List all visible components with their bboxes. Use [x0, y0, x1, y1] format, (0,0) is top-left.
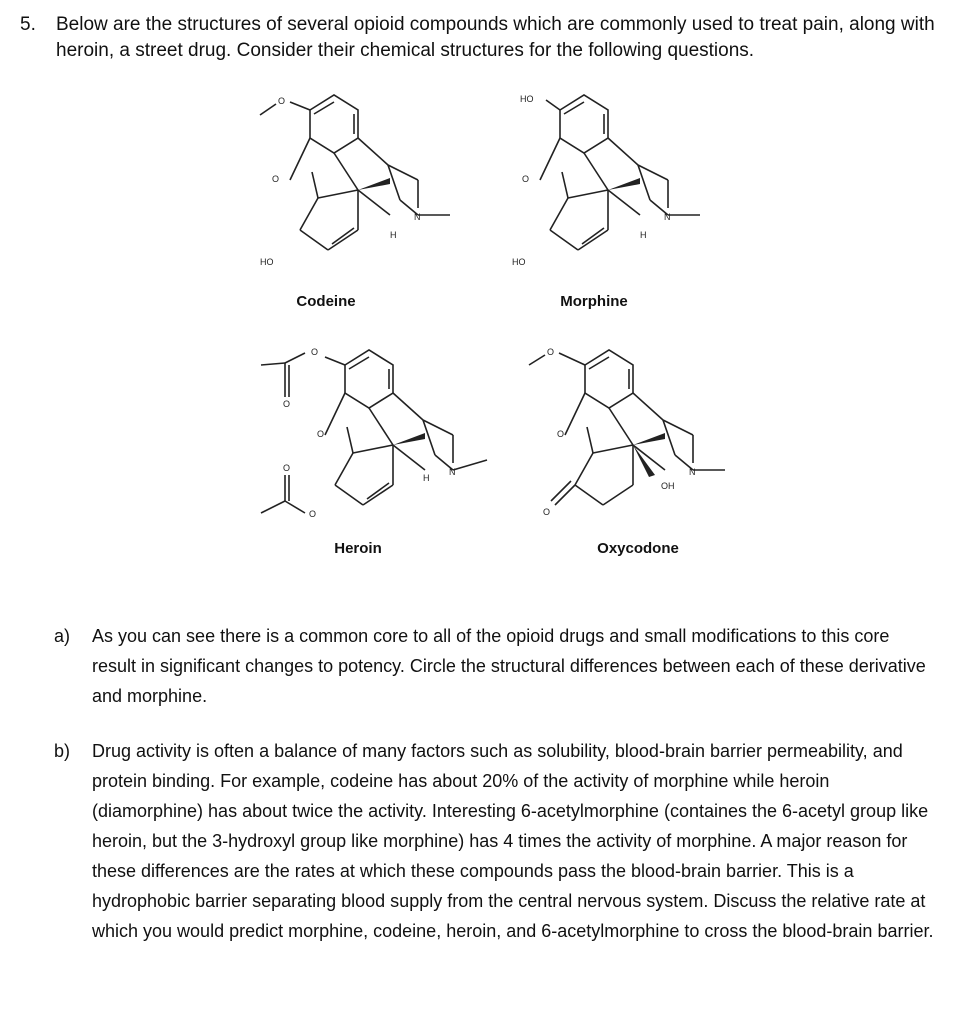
- codeine-diagram: [250, 90, 470, 275]
- part-b: [54, 736, 934, 946]
- svg-text:HO: HO: [260, 257, 274, 267]
- svg-text:H: H: [640, 230, 647, 240]
- svg-text:H: H: [423, 473, 430, 483]
- svg-text:O: O: [317, 429, 325, 439]
- codeine-label: Codeine: [296, 293, 356, 310]
- part-b-letter: b): [54, 741, 71, 761]
- svg-text:HO: HO: [512, 257, 526, 267]
- svg-text:O: O: [311, 347, 319, 357]
- part-a-letter: a): [54, 626, 71, 646]
- svg-text:O: O: [522, 174, 530, 184]
- codeine-structure: [250, 90, 470, 280]
- part-a: [54, 621, 934, 711]
- svg-text:HO: HO: [520, 94, 534, 104]
- oxycodone-label: Oxycodone: [597, 540, 679, 557]
- svg-text:N: N: [689, 467, 696, 477]
- part-a-text: As you can see there is a common core to all of the opioid drugs and small modifications to this core result in significant changes to potency. Circle the structural differences between each of these derivative and morphine.: [92, 626, 926, 706]
- svg-text:O: O: [557, 429, 565, 439]
- question-number: 5.: [20, 14, 36, 35]
- question-5: [20, 12, 955, 64]
- oxycodone-diagram: [525, 345, 745, 525]
- svg-text:O: O: [309, 509, 317, 519]
- svg-text:N: N: [449, 467, 456, 477]
- morphine-label: Morphine: [560, 293, 628, 310]
- question-text: Below are the structures of several opioid compounds which are commonly used to treat pain, along with heroin, a street drug. Consider their chemical structures for the following questions.: [56, 14, 935, 61]
- svg-text:O: O: [278, 96, 286, 106]
- svg-text:N: N: [664, 212, 671, 222]
- part-b-text: Drug activity is often a balance of many factors such as solubility, blood-brain barrier permeability, and protein binding. For example, codeine has about 20% of the activity of morphine while heroin (diamorphine) has about twice the activity. Interesting 6-acetylmorphine (containes the 6-acetyl group like heroin, but the 3-hydroxyl group like morphine) has 4 times the activity of morphine. A major reason for these differences are the rates at which these compounds pass the blood-brain barrier. This is a hydrophobic barrier separating blood supply from the central nervous system. Discuss the relative rate at which you would predict morphine, codeine, heroin, and 6-acetylmorphine to cross the blood-brain barrier.: [92, 741, 934, 941]
- heroin-label: Heroin: [334, 540, 382, 557]
- svg-text:N: N: [414, 212, 421, 222]
- heroin-diagram: [255, 345, 495, 525]
- svg-text:H: H: [390, 230, 397, 240]
- svg-text:O: O: [543, 507, 551, 517]
- svg-text:O: O: [272, 174, 280, 184]
- morphine-diagram: [510, 90, 730, 275]
- morphine-structure: [510, 90, 730, 280]
- svg-text:O: O: [547, 347, 555, 357]
- svg-text:OH: OH: [661, 481, 675, 491]
- heroin-structure: [255, 345, 495, 530]
- oxycodone-structure: [525, 345, 745, 530]
- svg-text:O: O: [283, 399, 291, 409]
- svg-text:O: O: [283, 463, 291, 473]
